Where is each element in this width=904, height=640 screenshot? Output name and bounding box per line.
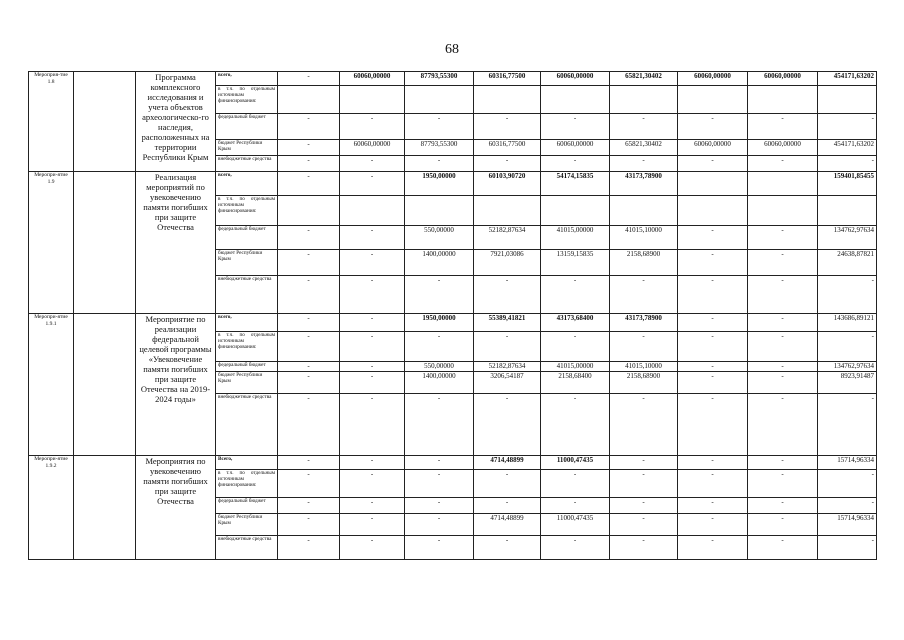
value-cell: - (678, 250, 748, 276)
value-cell: - (748, 332, 818, 362)
value-cell: - (405, 394, 474, 456)
value-cell: - (474, 156, 541, 172)
value-cell: - (748, 314, 818, 332)
value-cell: 1950,00000 (405, 172, 474, 196)
funding-source: федеральный бюджет (216, 226, 278, 250)
total-cell: 454171,63202 (818, 140, 877, 156)
value-cell: - (541, 114, 610, 140)
value-cell: - (748, 456, 818, 470)
page-number: 68 (445, 42, 459, 57)
table-row (29, 172, 877, 196)
value-cell: - (678, 114, 748, 140)
value-cell: - (678, 332, 748, 362)
value-cell (278, 196, 340, 226)
measure-name: Мероприятие по реализации федеральной целевой программы «Увековечение памяти погибших при защите Отечества на 2019-2024 годы» (136, 314, 216, 456)
value-cell: - (610, 456, 678, 470)
value-cell: - (474, 470, 541, 498)
value-cell: - (278, 332, 340, 362)
value-cell (278, 86, 340, 114)
value-cell: 60316,77500 (474, 72, 541, 86)
value-cell: - (340, 332, 405, 362)
value-cell: - (748, 514, 818, 536)
value-cell: 1400,00000 (405, 250, 474, 276)
value-cell: - (541, 470, 610, 498)
funding-source: в т.ч. по отдельным источникам финансирования: (216, 332, 278, 362)
blank-column (74, 314, 136, 456)
value-cell: 55389,41821 (474, 314, 541, 332)
value-cell: - (278, 276, 340, 314)
value-cell: - (405, 332, 474, 362)
value-cell: - (340, 250, 405, 276)
value-cell: - (278, 250, 340, 276)
measure-code: Меропри-ятие 1.9.2 (29, 456, 74, 560)
value-cell (340, 86, 405, 114)
value-cell (541, 86, 610, 114)
value-cell: - (748, 394, 818, 456)
value-cell: - (340, 362, 405, 372)
table-row (29, 456, 877, 470)
value-cell: - (340, 226, 405, 250)
value-cell: - (678, 394, 748, 456)
value-cell: - (278, 362, 340, 372)
value-cell: - (405, 536, 474, 560)
value-cell (610, 86, 678, 114)
value-cell: 54174,15835 (541, 172, 610, 196)
value-cell: - (278, 172, 340, 196)
total-cell: 143686,89121 (818, 314, 877, 332)
value-cell: - (340, 498, 405, 514)
total-cell: 24638,87821 (818, 250, 877, 276)
value-cell: 87793,55300 (405, 140, 474, 156)
funding-source: бюджет Республики Крым (216, 140, 278, 156)
value-cell: - (678, 372, 748, 394)
value-cell: 43173,78900 (610, 172, 678, 196)
value-cell: - (278, 140, 340, 156)
value-cell (748, 172, 818, 196)
funding-source: внебюджетные средства (216, 156, 278, 172)
value-cell: - (610, 114, 678, 140)
funding-source: всего, (216, 314, 278, 332)
total-cell: 134762,97634 (818, 226, 877, 250)
value-cell: 11000,47435 (541, 456, 610, 470)
total-cell: - (818, 394, 877, 456)
funding-source: федеральный бюджет (216, 362, 278, 372)
value-cell: 60060,00000 (678, 72, 748, 86)
total-cell (818, 196, 877, 226)
value-cell: - (678, 314, 748, 332)
value-cell: - (678, 276, 748, 314)
value-cell: - (678, 470, 748, 498)
value-cell: - (678, 456, 748, 470)
value-cell: - (610, 394, 678, 456)
value-cell: 1950,00000 (405, 314, 474, 332)
value-cell: - (610, 276, 678, 314)
total-cell: - (818, 114, 877, 140)
value-cell: - (278, 456, 340, 470)
value-cell (678, 196, 748, 226)
value-cell: - (678, 362, 748, 372)
value-cell: - (474, 332, 541, 362)
value-cell: 41015,10000 (610, 226, 678, 250)
value-cell (474, 196, 541, 226)
value-cell: 60060,00000 (340, 72, 405, 86)
value-cell: 65821,30402 (610, 140, 678, 156)
value-cell: - (610, 470, 678, 498)
value-cell: 60060,00000 (748, 140, 818, 156)
total-cell: - (818, 470, 877, 498)
total-cell: 15714,96334 (818, 456, 877, 470)
value-cell: 60316,77500 (474, 140, 541, 156)
funding-source: в т.ч. по отдельным источникам финансирования: (216, 86, 278, 114)
total-cell: 454171,63202 (818, 72, 877, 86)
value-cell (541, 196, 610, 226)
value-cell: 550,00000 (405, 362, 474, 372)
value-cell: - (340, 514, 405, 536)
value-cell: 52182,87634 (474, 226, 541, 250)
value-cell: - (748, 362, 818, 372)
funding-source: бюджет Республики Крым (216, 514, 278, 536)
value-cell: - (340, 314, 405, 332)
value-cell: - (474, 536, 541, 560)
value-cell: 41015,00000 (541, 226, 610, 250)
value-cell: 2158,68900 (610, 372, 678, 394)
value-cell: - (405, 276, 474, 314)
value-cell (678, 86, 748, 114)
value-cell: - (278, 314, 340, 332)
value-cell: - (340, 456, 405, 470)
value-cell (474, 86, 541, 114)
value-cell: - (678, 536, 748, 560)
value-cell: - (678, 498, 748, 514)
total-cell: - (818, 498, 877, 514)
value-cell: - (278, 514, 340, 536)
value-cell: - (748, 156, 818, 172)
value-cell: 60060,00000 (340, 140, 405, 156)
funding-source: внебюджетные средства (216, 536, 278, 560)
value-cell: - (405, 514, 474, 536)
funding-source: бюджет Республики Крым (216, 250, 278, 276)
value-cell: - (474, 114, 541, 140)
value-cell: - (610, 156, 678, 172)
funding-source: Всего, (216, 456, 278, 470)
value-cell (405, 86, 474, 114)
value-cell: 43173,78900 (610, 314, 678, 332)
value-cell: - (748, 114, 818, 140)
total-cell: 134762,97634 (818, 362, 877, 372)
value-cell: - (340, 372, 405, 394)
total-cell (818, 86, 877, 114)
value-cell: 2158,68900 (610, 250, 678, 276)
total-cell: 15714,96334 (818, 514, 877, 536)
total-cell: - (818, 332, 877, 362)
value-cell: - (278, 226, 340, 250)
value-cell: 3206,54187 (474, 372, 541, 394)
value-cell: - (748, 372, 818, 394)
measure-name: Реализация мероприятий по увековечению памяти погибших при защите Отечества (136, 172, 216, 314)
funding-source: бюджет Республики Крым (216, 372, 278, 394)
value-cell: - (748, 536, 818, 560)
table-row (29, 72, 877, 86)
value-cell: - (278, 470, 340, 498)
value-cell (405, 196, 474, 226)
value-cell: 60103,90720 (474, 172, 541, 196)
value-cell (678, 172, 748, 196)
value-cell: 550,00000 (405, 226, 474, 250)
value-cell (610, 196, 678, 226)
value-cell: - (278, 372, 340, 394)
value-cell: 4714,48899 (474, 456, 541, 470)
total-cell: 8923,91487 (818, 372, 877, 394)
value-cell: 7921,03086 (474, 250, 541, 276)
total-cell: - (818, 536, 877, 560)
value-cell: 60060,00000 (748, 72, 818, 86)
table-row (29, 314, 877, 332)
funding-source: федеральный бюджет (216, 114, 278, 140)
funding-source: в т.ч. по отдельным источникам финансирования: (216, 470, 278, 498)
value-cell: - (748, 250, 818, 276)
value-cell: - (541, 276, 610, 314)
value-cell: - (278, 156, 340, 172)
funding-source: в т.ч. по отдельным источникам финансирования: (216, 196, 278, 226)
value-cell: 65821,30402 (610, 72, 678, 86)
value-cell: - (278, 114, 340, 140)
value-cell: 60060,00000 (678, 140, 748, 156)
measure-code: Меропри-ятие 1.9 (29, 172, 74, 314)
measure-name: Программа комплексного исследования и учета объектов археологическо-го наследия, расположенных на территории Республики Крым (136, 72, 216, 172)
value-cell: - (748, 226, 818, 250)
blank-column (74, 456, 136, 560)
funding-source: всего, (216, 72, 278, 86)
value-cell: - (610, 498, 678, 514)
funding-source: внебюджетные средства (216, 394, 278, 456)
value-cell: - (474, 394, 541, 456)
value-cell: - (405, 456, 474, 470)
total-cell: - (818, 156, 877, 172)
value-cell: 52182,87634 (474, 362, 541, 372)
value-cell: - (474, 498, 541, 514)
value-cell: - (278, 72, 340, 86)
value-cell: - (678, 156, 748, 172)
value-cell: - (474, 276, 541, 314)
budget-table (28, 71, 877, 560)
value-cell: - (541, 498, 610, 514)
value-cell: - (678, 226, 748, 250)
measure-code: Мероприя-тие 1.8 (29, 72, 74, 172)
value-cell (748, 196, 818, 226)
value-cell: - (405, 470, 474, 498)
value-cell: - (405, 498, 474, 514)
measure-code: Меропри-ятие 1.9.1 (29, 314, 74, 456)
funding-source: внебюджетные средства (216, 276, 278, 314)
value-cell: - (340, 536, 405, 560)
measure-name: Мероприятия по увековечению памяти погибших при защите Отечества (136, 456, 216, 560)
value-cell: - (405, 114, 474, 140)
value-cell: 1400,00000 (405, 372, 474, 394)
value-cell: 41015,10000 (610, 362, 678, 372)
value-cell: 11000,47435 (541, 514, 610, 536)
value-cell: 87793,55300 (405, 72, 474, 86)
value-cell: - (405, 156, 474, 172)
value-cell: - (340, 394, 405, 456)
value-cell: - (610, 536, 678, 560)
value-cell (340, 196, 405, 226)
blank-column (74, 72, 136, 172)
value-cell: - (340, 156, 405, 172)
value-cell: 60060,00000 (541, 72, 610, 86)
value-cell: - (340, 470, 405, 498)
value-cell: - (541, 332, 610, 362)
total-cell: - (818, 276, 877, 314)
value-cell (748, 86, 818, 114)
value-cell: 2158,68400 (541, 372, 610, 394)
blank-column (74, 172, 136, 314)
total-cell: 159401,85455 (818, 172, 877, 196)
value-cell: - (678, 514, 748, 536)
value-cell: - (610, 514, 678, 536)
value-cell: 41015,00000 (541, 362, 610, 372)
value-cell: - (340, 114, 405, 140)
value-cell: - (748, 498, 818, 514)
value-cell: 13159,15835 (541, 250, 610, 276)
funding-source: федеральный бюджет (216, 498, 278, 514)
value-cell: - (610, 332, 678, 362)
value-cell: - (541, 156, 610, 172)
value-cell: - (541, 536, 610, 560)
value-cell: 4714,48899 (474, 514, 541, 536)
value-cell: - (748, 276, 818, 314)
value-cell: - (278, 536, 340, 560)
value-cell: - (340, 276, 405, 314)
funding-source: всего, (216, 172, 278, 196)
value-cell: - (748, 470, 818, 498)
value-cell: - (541, 394, 610, 456)
value-cell: - (340, 172, 405, 196)
value-cell: - (278, 498, 340, 514)
value-cell: - (278, 394, 340, 456)
value-cell: 43173,68400 (541, 314, 610, 332)
value-cell: 60060,00000 (541, 140, 610, 156)
